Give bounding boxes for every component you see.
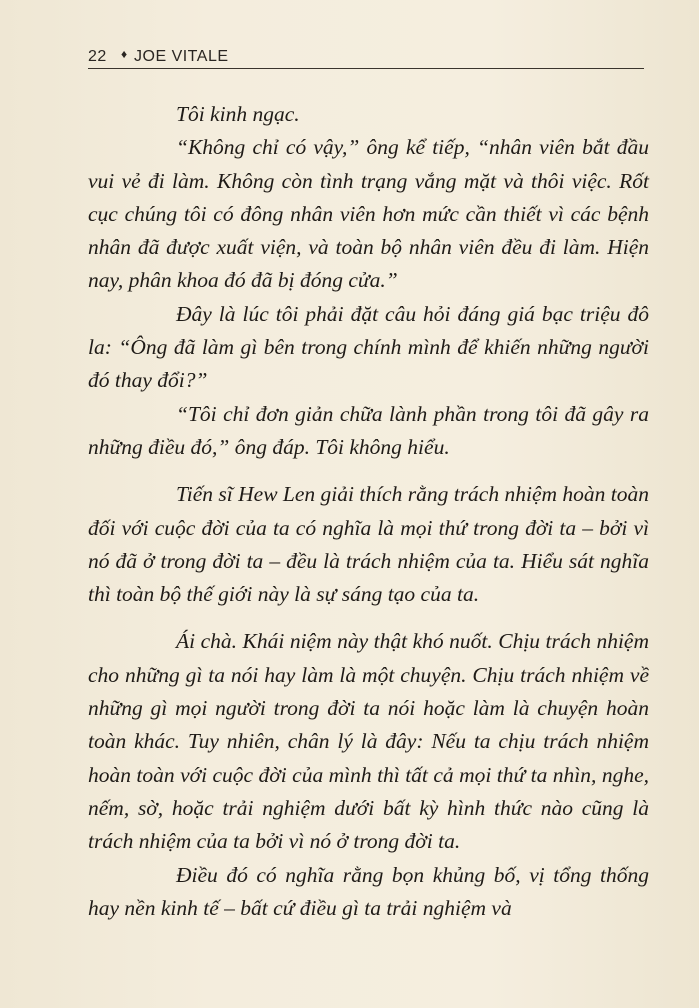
paragraph: Tiến sĩ Hew Len giải thích rằng trách nhiệm hoàn toàn đối với cuộc đời của ta có nghĩa là mọi thứ trong đời ta – bởi vì nó đã ở trong đời ta – đều là trách nhiệm của ta. Hiểu sát nghĩa thì toàn bộ thế giới này là sự sáng tạo của ta.: [88, 482, 649, 607]
body-text: [88, 98, 649, 925]
paragraph: Tôi kinh ngạc.: [176, 102, 300, 126]
page-number: 22: [88, 48, 107, 65]
diamond-separator-icon: ♦: [121, 47, 128, 61]
author-name: JOE VITALE: [134, 48, 229, 65]
paragraph: Đây là lúc tôi phải đặt câu hỏi đáng giá bạc triệu đô la: “Ông đã làm gì bên trong chính mình để khiến những người đó thay đổi?”: [88, 301, 649, 393]
paragraph: “Tôi chỉ đơn giản chữa lành phần trong tôi đã gây ra những điều đó,” ông đáp. Tôi không hiểu.: [88, 401, 649, 459]
header-rule: [88, 68, 644, 69]
running-header: [88, 44, 648, 70]
paragraph: Ái chà. Khái niệm này thật khó nuốt. Chịu trách nhiệm cho những gì ta nói hay làm là một chuyện. Chịu trách nhiệm về những gì mọi người trong đời ta nói hoặc làm là chuyện hoàn toàn khác. Tuy nhiên, chân lý là đây: Nếu ta chịu trách nhiệm hoàn toàn với cuộc đời của mình thì tất cả mọi thứ ta nhìn, nghe, nếm, sờ, hoặc trải nghiệm dưới bất kỳ hình thức nào cũng là trách nhiệm của ta bởi vì nó ở trong đời ta.: [88, 629, 649, 854]
paragraph: “Không chỉ có vậy,” ông kể tiếp, “nhân viên bắt đầu vui vẻ đi làm. Không còn tình trạng vắng mặt và thôi việc. Rốt cục chúng tôi có đông nhân viên hơn mức cần thiết vì các bệnh nhân đã được xuất viện, và toàn bộ nhân viên đều đi làm. Hiện nay, phân khoa đó đã bị đóng cửa.”: [88, 135, 649, 293]
paragraph: Điều đó có nghĩa rằng bọn khủng bố, vị tổng thống hay nền kinh tế – bất cứ điều gì ta trải nghiệm và: [88, 862, 649, 920]
